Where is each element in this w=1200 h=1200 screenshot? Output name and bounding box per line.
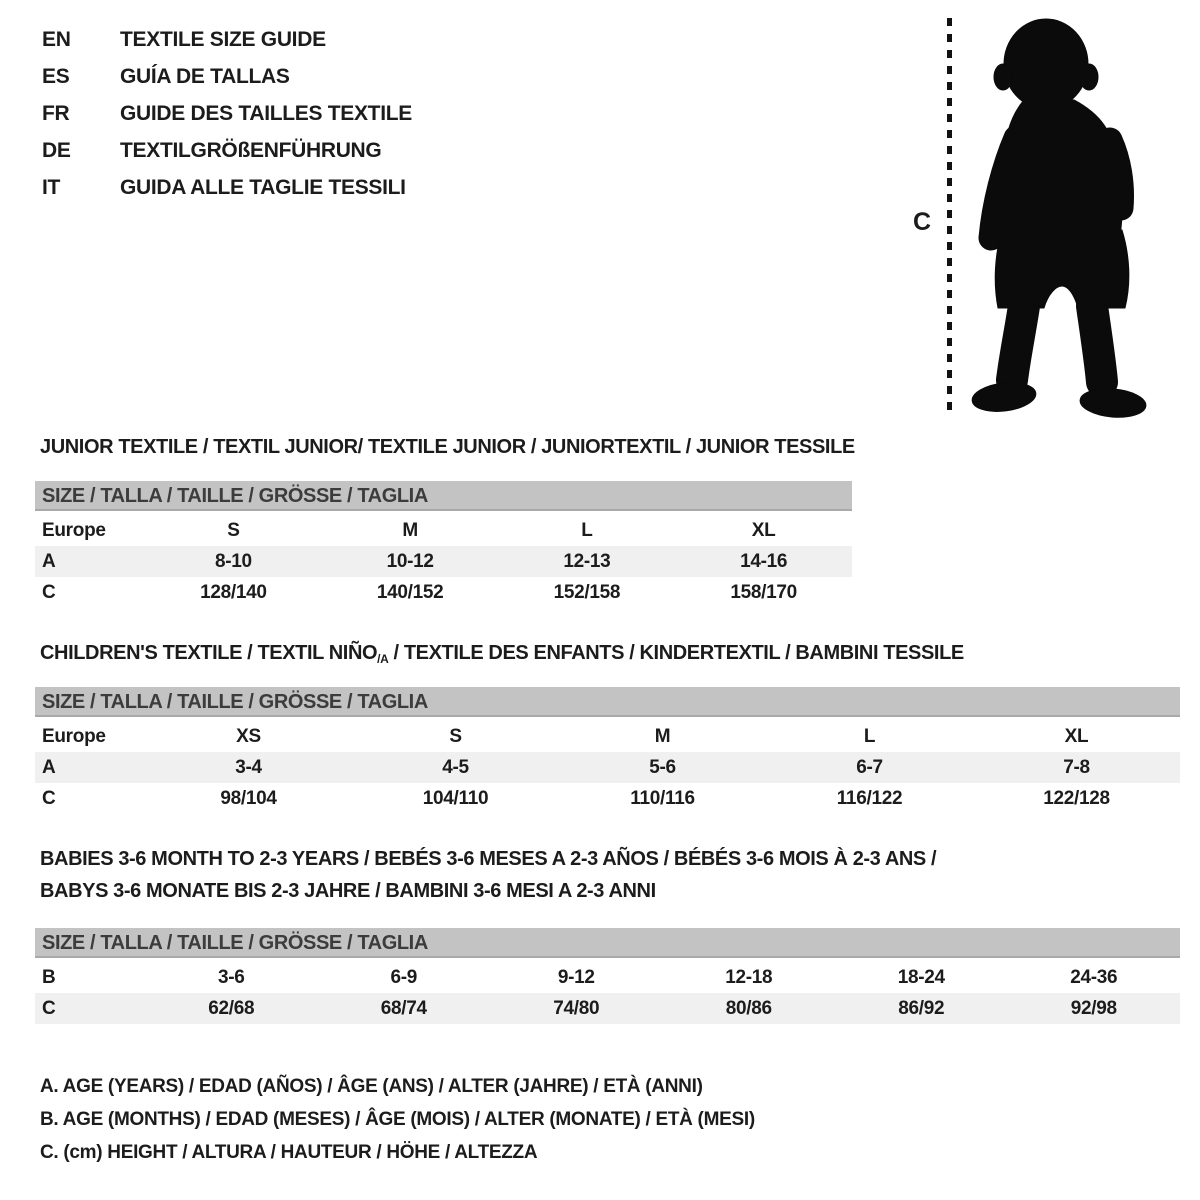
table-cell: 68/74 — [380, 997, 427, 1019]
junior-size-table — [35, 481, 852, 608]
table-cell: L — [863, 725, 876, 747]
children-title-subscript: /A — [377, 652, 389, 666]
table-cell: 122/128 — [1043, 787, 1110, 809]
language-code: ES — [42, 65, 70, 88]
table-cell: 98/104 — [220, 787, 277, 809]
row-label: C — [42, 787, 56, 809]
junior-section-title: JUNIOR TEXTILE / TEXTIL JUNIOR/ TEXTILE JUNIOR / JUNIORTEXTIL / JUNIOR TESSILE — [40, 436, 855, 458]
table-cell: 3-6 — [217, 966, 245, 988]
table-cell: 152/158 — [553, 581, 621, 603]
table-cell: 104/110 — [422, 787, 489, 809]
row-label: B — [42, 966, 56, 988]
language-code: DE — [42, 139, 71, 162]
table-cell: 6-7 — [856, 756, 883, 778]
table-cell: 12-13 — [563, 550, 611, 572]
table-cell: L — [581, 519, 593, 541]
table-cell: 6-9 — [390, 966, 418, 988]
row-label: A — [42, 550, 56, 572]
babies-size-header-bar: SIZE / TALLA / TAILLE / GRÖSSE / TAGLIA — [35, 928, 1180, 958]
language-title: GUÍA DE TALLAS — [120, 65, 290, 88]
table-row — [35, 546, 852, 577]
table-cell: 128/140 — [200, 581, 267, 603]
language-title: GUIDE DES TAILLES TEXTILE — [120, 102, 412, 125]
table-cell: S — [227, 519, 240, 541]
height-measure-label: C — [913, 208, 932, 236]
table-cell: 18-24 — [897, 966, 945, 988]
table-cell: 7-8 — [1063, 756, 1090, 778]
row-label: A — [42, 756, 56, 778]
babies-section-title-line1: BABIES 3-6 MONTH TO 2-3 YEARS / BEBÉS 3-6 MESES A 2-3 AÑOS / BÉBÉS 3-6 MOIS À 2-3 ANS / — [40, 848, 937, 870]
table-cell: XL — [1064, 725, 1089, 747]
table-cell: 92/98 — [1070, 997, 1117, 1019]
language-code: FR — [42, 102, 70, 125]
junior-size-header-bar: SIZE / TALLA / TAILLE / GRÖSSE / TAGLIA — [35, 481, 852, 511]
children-size-header-bar: SIZE / TALLA / TAILLE / GRÖSSE / TAGLIA — [35, 687, 1180, 717]
table-cell: XL — [751, 519, 776, 541]
children-size-table — [35, 687, 1180, 814]
toddler-silhouette-svg — [962, 14, 1147, 419]
height-measure-dashed-line — [947, 18, 952, 416]
table-cell: 86/92 — [898, 997, 945, 1019]
table-cell: 24-36 — [1070, 966, 1118, 988]
row-label: Europe — [42, 519, 106, 541]
table-cell: 140/152 — [376, 581, 444, 603]
table-cell: S — [449, 725, 462, 747]
legend-line-a: A. AGE (YEARS) / EDAD (AÑOS) / ÂGE (ANS) / ALTER (JAHRE) / ETÀ (ANNI) — [40, 1076, 703, 1097]
table-cell: XS — [236, 725, 261, 747]
table-cell: 74/80 — [553, 997, 600, 1019]
children-title-prefix: CHILDREN'S TEXTILE / TEXTIL NIÑO — [40, 642, 378, 664]
measurement-legend — [40, 1070, 755, 1169]
language-code: EN — [42, 28, 71, 51]
row-label: C — [42, 997, 56, 1019]
language-title: TEXTILE SIZE GUIDE — [120, 28, 326, 51]
table-cell: M — [402, 519, 418, 541]
table-row — [35, 515, 852, 546]
legend-line-c: C. (cm) HEIGHT / ALTURA / HAUTEUR / HÖHE / ALTEZZA — [40, 1142, 538, 1163]
language-title-list — [42, 27, 412, 201]
table-cell: 9-12 — [557, 966, 595, 988]
table-row — [35, 752, 1180, 783]
table-cell: 12-18 — [725, 966, 773, 988]
table-cell: 62/68 — [208, 997, 255, 1019]
language-title: GUIDA ALLE TAGLIE TESSILI — [120, 176, 406, 199]
toddler-silhouette — [962, 14, 1147, 419]
table-row — [35, 721, 1180, 752]
row-label: Europe — [42, 725, 106, 747]
babies-size-table — [35, 928, 1180, 1024]
table-row — [35, 962, 1180, 993]
table-row — [35, 577, 852, 608]
children-title-suffix: / TEXTILE DES ENFANTS / KINDERTEXTIL / BAMBINI TESSILE — [388, 642, 964, 664]
row-label: C — [42, 581, 56, 603]
table-row — [35, 993, 1180, 1024]
table-cell: M — [654, 725, 671, 747]
table-cell: 110/116 — [630, 787, 695, 809]
table-cell: 8-10 — [214, 550, 252, 572]
language-code: IT — [42, 176, 61, 199]
children-section-title — [40, 642, 964, 665]
babies-section-title-line2: BABYS 3-6 MONATE BIS 2-3 JAHRE / BAMBINI 3-6 MESI A 2-3 ANNI — [40, 880, 656, 902]
table-cell: 80/86 — [725, 997, 772, 1019]
table-cell: 158/170 — [730, 581, 797, 603]
table-cell: 10-12 — [386, 550, 434, 572]
table-row — [35, 783, 1180, 814]
table-cell: 5-6 — [649, 756, 676, 778]
table-cell: 14-16 — [740, 550, 788, 572]
table-cell: 116/122 — [836, 787, 903, 809]
table-cell: 4-5 — [442, 756, 469, 778]
legend-line-b: B. AGE (MONTHS) / EDAD (MESES) / ÂGE (MOIS) / ALTER (MONATE) / ETÀ (MESI) — [40, 1109, 755, 1130]
language-title: TEXTILGRÖßENFÜHRUNG — [120, 139, 382, 162]
table-cell: 3-4 — [235, 756, 262, 778]
